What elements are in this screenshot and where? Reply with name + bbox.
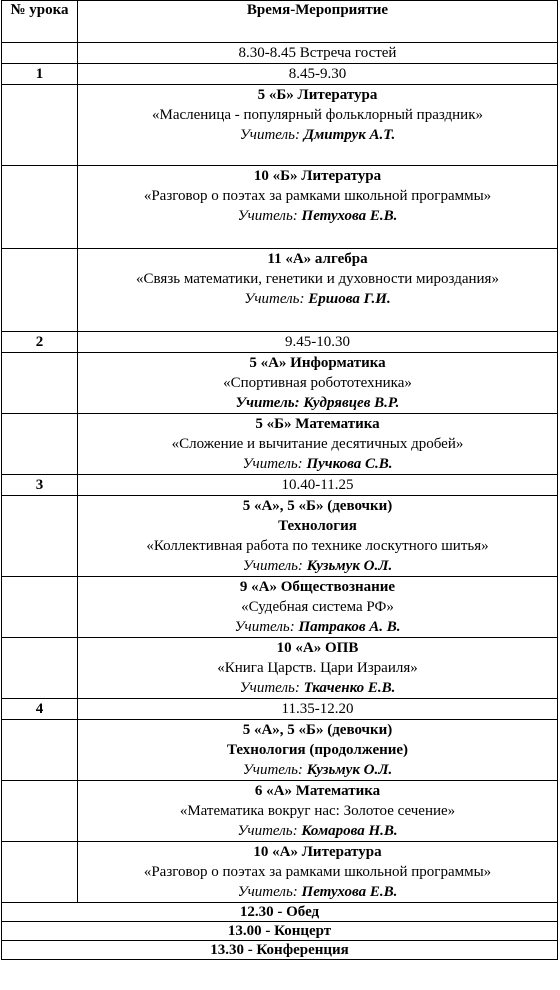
teacher-name: Дмитрук А.Т.: [303, 127, 396, 143]
event-num-cell: [2, 720, 78, 781]
event-row: [2, 85, 558, 166]
teacher-prefix: Учитель:: [239, 127, 304, 143]
lesson-time-row: [2, 332, 558, 353]
event-teacher-line: [80, 125, 555, 145]
event-cell: [78, 781, 558, 842]
event-cell: [78, 720, 558, 781]
event-row: [2, 638, 558, 699]
event-subject: Технология (продолжение): [226, 742, 409, 758]
closing-event: 12.30 - Обед: [2, 903, 558, 922]
lesson-number: 2: [2, 332, 78, 353]
teacher-prefix: Учитель:: [244, 291, 309, 307]
event-class: 5 «А», 5 «Б» (девочки): [242, 722, 393, 738]
event-cell: [78, 842, 558, 903]
event-num-cell: [2, 85, 78, 166]
event-num-cell: [2, 638, 78, 699]
event-class: 9 «А» Обществознание: [239, 579, 396, 595]
event-cell: [78, 85, 558, 166]
event-row: [2, 496, 558, 577]
teacher-prefix: Учитель:: [237, 884, 302, 900]
teacher-prefix: Учитель:: [235, 395, 304, 411]
event-num-cell: [2, 166, 78, 249]
lesson-time: 9.45-10.30: [78, 332, 558, 353]
teacher-prefix: Учитель:: [242, 558, 307, 574]
event-teacher-line: [80, 206, 555, 226]
teacher-prefix: Учитель:: [237, 823, 302, 839]
closing-row: [2, 941, 558, 960]
event-num-cell: [2, 414, 78, 475]
lesson-number: 4: [2, 699, 78, 720]
event-cell: [78, 577, 558, 638]
event-teacher-line: [80, 882, 555, 902]
event-class: 5 «Б» Литература: [257, 87, 378, 103]
welcome-num-cell: [2, 43, 78, 64]
event-row: [2, 353, 558, 414]
event-teacher-line: [80, 760, 555, 780]
event-topic: «Сложение и вычитание десятичных дробей»: [171, 436, 464, 452]
event-topic: «Масленица - популярный фольклорный праздник»: [151, 107, 483, 123]
event-class: 5 «А», 5 «Б» (девочки): [242, 498, 393, 514]
lesson-time-row: [2, 475, 558, 496]
event-topic: «Судебная система РФ»: [241, 599, 394, 615]
event-topic: «Разговор о поэтах за рамками школьной программы»: [143, 864, 492, 880]
event-row: [2, 720, 558, 781]
event-teacher-line: [80, 556, 555, 576]
event-topic: «Связь математики, генетики и духовности мироздания»: [136, 271, 499, 287]
event-class: 11 «А» алгебра: [267, 251, 368, 267]
event-subject: Технология: [278, 518, 357, 534]
teacher-prefix: Учитель:: [234, 619, 299, 635]
event-cell: [78, 166, 558, 249]
event-teacher-line: [80, 289, 555, 309]
event-row: [2, 166, 558, 249]
event-class: 10 «А» Литература: [253, 844, 382, 860]
event-teacher-line: [80, 393, 555, 413]
event-class: 10 «А» ОПВ: [276, 640, 359, 656]
event-class: 6 «А» Математика: [254, 783, 381, 799]
teacher-name: Петухова Е.В.: [301, 208, 398, 224]
lesson-time: 8.45-9.30: [78, 64, 558, 85]
teacher-prefix: Учитель:: [242, 762, 307, 778]
event-topic: «Математика вокруг нас: Золотое сечение»: [179, 803, 456, 819]
event-topic: «Спортивная робототехника»: [223, 375, 412, 391]
teacher-name: Ершова Г.И.: [308, 291, 391, 307]
teacher-name: Кузьмук О.Л.: [306, 762, 393, 778]
event-row: [2, 249, 558, 332]
event-teacher-line: [80, 454, 555, 474]
event-num-cell: [2, 842, 78, 903]
lesson-number: 1: [2, 64, 78, 85]
teacher-name: Ткаченко Е.В.: [303, 680, 396, 696]
closing-event: 13.00 - Концерт: [2, 922, 558, 941]
teacher-name: Кудрявцев В.Р.: [303, 395, 400, 411]
teacher-name: Патраков А. В.: [298, 619, 401, 635]
event-cell: [78, 249, 558, 332]
event-class: 10 «Б» Литература: [253, 168, 382, 184]
event-cell: [78, 353, 558, 414]
event-teacher-line: [80, 678, 555, 698]
teacher-name: Комарова Н.В.: [301, 823, 398, 839]
closing-row: [2, 922, 558, 941]
closing-event: 13.30 - Конференция: [2, 941, 558, 960]
teacher-prefix: Учитель:: [239, 680, 304, 696]
teacher-name: Петухова Е.В.: [301, 884, 398, 900]
event-cell: [78, 414, 558, 475]
event-num-cell: [2, 496, 78, 577]
welcome-row: [2, 43, 558, 64]
event-row: [2, 781, 558, 842]
event-cell: [78, 638, 558, 699]
event-row: [2, 577, 558, 638]
lesson-time: 11.35-12.20: [78, 699, 558, 720]
event-teacher-line: [80, 821, 555, 841]
teacher-name: Пучкова С.В.: [306, 456, 393, 472]
event-topic: «Разговор о поэтах за рамками школьной программы»: [143, 188, 492, 204]
lesson-time-row: [2, 64, 558, 85]
event-class: 5 «А» Информатика: [249, 355, 386, 371]
event-cell: [78, 496, 558, 577]
event-num-cell: [2, 249, 78, 332]
event-row: [2, 842, 558, 903]
event-topic: «Коллективная работа по технике лоскутного шитья»: [146, 538, 489, 554]
teacher-prefix: Учитель:: [237, 208, 302, 224]
closing-row: [2, 903, 558, 922]
event-num-cell: [2, 781, 78, 842]
schedule-table: [1, 0, 558, 960]
event-teacher-line: [80, 617, 555, 637]
header-row: [2, 1, 558, 43]
teacher-prefix: Учитель:: [242, 456, 307, 472]
welcome-text: 8.30-8.45 Встреча гостей: [78, 43, 558, 64]
header-lesson-number: № урока: [2, 1, 78, 43]
event-topic: «Книга Царств. Цари Израиля»: [217, 660, 418, 676]
event-row: [2, 414, 558, 475]
event-num-cell: [2, 353, 78, 414]
event-class: 5 «Б» Математика: [255, 416, 380, 432]
header-time-event: Время-Мероприятие: [78, 1, 558, 43]
lesson-time: 10.40-11.25: [78, 475, 558, 496]
lesson-time-row: [2, 699, 558, 720]
lesson-number: 3: [2, 475, 78, 496]
event-num-cell: [2, 577, 78, 638]
teacher-name: Кузьмук О.Л.: [306, 558, 393, 574]
